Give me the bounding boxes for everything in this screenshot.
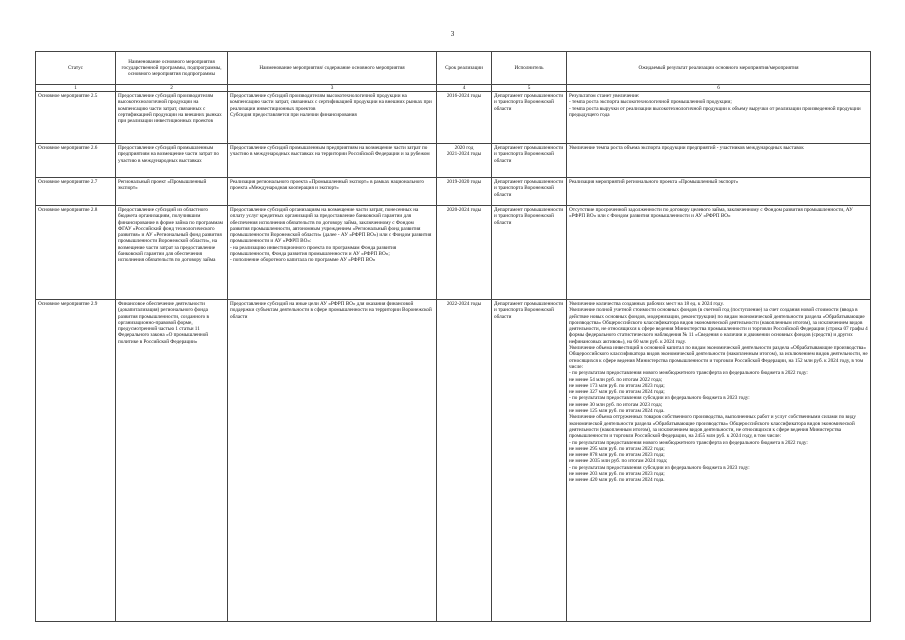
cell-status: Основное мероприятие 2.7	[36, 178, 116, 206]
column-number: 2	[116, 85, 228, 92]
cell-result-line: - по результатам предоставления субсидии из федерального бюджета в 2023 году:	[569, 464, 750, 471]
cell-term-line: 2020-2024 годы	[446, 207, 482, 213]
column-number: 5	[492, 85, 567, 92]
cell-executor: Департамент промышленности и транспорта Воронежской области	[492, 92, 567, 144]
header-measures: Наименование мероприятия/ содержание основного мероприятия	[228, 52, 437, 85]
header-row	[36, 52, 871, 85]
column-number: 4	[437, 85, 492, 92]
cell-executor: Департамент промышленности и транспорта Воронежской области	[492, 178, 567, 206]
cell-result-line: не менее 295 млн руб. по итогам 2022 года;	[569, 445, 665, 452]
cell-measures-line: Предоставление субсидий производителям высокотехнологичной продукции на компенсацию части затрат, связанных с сертификацией продукции на внешних рынках при реализации инвестиционных проектов	[230, 93, 432, 112]
header-status: Статус	[36, 52, 116, 85]
cell-result-line: - темпа роста выручки от реализации высокотехнологичной продукции к объему выручки от реализации произведенной продукции предыдущего года	[569, 105, 861, 118]
cell-result-line: не менее 420 млн руб. по итогам 2024 года.	[569, 477, 665, 484]
header-executor: Исполнитель	[492, 52, 567, 85]
cell-name: Финансовое обеспечение деятельности (докапитализация) регионального фонда развития промышленности, созданного в организационно-правовой форме, предусмотренной частью 1 статьи 11 Федерального закона «О промышленной политике в Российской Федерации»	[116, 300, 228, 622]
cell-result-line: - по результатам предоставления субсидии из федерального бюджета в 2023 году:	[569, 395, 750, 402]
program-measures-table	[35, 51, 871, 622]
cell-result-line: - по результатам предоставления нового межбюджетного трансферта из федерального бюджета в 2022 году:	[569, 370, 808, 377]
column-number: 6	[567, 85, 871, 92]
table-row	[36, 300, 871, 622]
cell-result	[567, 92, 871, 144]
cell-result-line: Увеличение объема отгруженных товаров собственного производства, выполненных работ и услуг собственными силами по виду экономической деятельности раздела «Обрабатывающие производства» Общероссийского классификатора видов экономической деятельности (накопленным итогом), за исключением видов деятельности, не относящихся к сфере ведения Министерства промышленности и торговли Российской Федерации, на 2455 млн руб. к 2024 году, в том числе:	[569, 414, 856, 440]
cell-measures	[228, 92, 437, 144]
cell-result-line: не менее 878 млн руб. по итогам 2023 года;	[569, 452, 665, 459]
cell-status: Основное мероприятие 2.8	[36, 206, 116, 300]
cell-result-line: - по результатам предоставления нового межбюджетного трансферта из федерального бюджета в 2022 году:	[569, 439, 808, 446]
cell-measures-line: Субсидия предоставляется при наличии финансирования	[230, 111, 357, 118]
cell-name: Предоставление субсидий из областного бюджета организациям, получившим финансирование в форме займа по программам ФГАУ «Российский фонд технологического развития» и АУ «Региональный фонд развития промышленности Воронежской области», на возмещение части затрат за предоставление банковской гарантии для обеспечения исполнения обязательств по договору займа	[116, 206, 228, 300]
cell-result	[567, 206, 871, 300]
cell-measures-line: - пополнение оборотного капитала по программе АУ «РФРП ВО»	[230, 257, 376, 264]
cell-name: Региональный проект «Промышленный экспорт»	[116, 178, 228, 206]
cell-term-line: 2020 год	[454, 145, 474, 151]
cell-term-line: 2016-2024 годы	[446, 93, 482, 99]
column-number-row	[36, 85, 871, 92]
cell-result-line: Реализация мероприятий регионального проекта «Промышленный экспорт»	[569, 179, 739, 185]
cell-status: Основное мероприятие 2.9	[36, 300, 116, 622]
cell-measures	[228, 206, 437, 300]
cell-measures	[228, 178, 437, 206]
cell-result-line: не менее 125 млн руб. по итогам 2024 года.	[569, 408, 665, 415]
cell-measures-line: Реализация регионального проекта «Промышленный экспорт» в рамках национального проекта «Международная кооперация и экспорт»	[230, 179, 424, 192]
table-row	[36, 206, 871, 300]
cell-measures-line: - на реализацию инвестиционного проекта по программам Фонда развития промышленности, Фонда развития промышленности и АУ «РФРП ВО»;	[230, 244, 397, 258]
cell-executor: Департамент промышленности и транспорта Воронежской области	[492, 206, 567, 300]
page-number: 3	[450, 30, 455, 38]
cell-measures-line: Предоставление субсидий на иные цели АУ «РФРП ВО» для оказания финансовой поддержки субъектам деятельности в сфере промышленности на территории Воронежской области	[230, 301, 432, 320]
cell-result	[567, 144, 871, 178]
table-row	[36, 144, 871, 178]
header-result: Ожидаемый результат реализации основного мероприятия/мероприятия	[567, 52, 871, 85]
cell-status: Основное мероприятие 2.6	[36, 144, 116, 178]
cell-result	[567, 300, 871, 622]
cell-result-line: Результатом станет увеличение:	[569, 93, 640, 99]
cell-term-line: 2022-2024 годы	[446, 301, 482, 307]
cell-term	[437, 300, 492, 622]
cell-result-line: не менее 173 млн руб. по итогам 2023 года;	[569, 382, 665, 389]
cell-result-line: не менее 203 млн руб. по итогам 2023 года;	[569, 471, 665, 478]
cell-result-line: не менее 2035 млн руб. по итогам 2024 года;	[569, 458, 668, 465]
cell-term-line: 2021-2024 годы	[446, 151, 482, 158]
header-term: Срок реализации	[437, 52, 492, 85]
cell-result-line: не менее 327 млн руб. по итогам 2024 года;	[569, 389, 665, 396]
cell-status: Основное мероприятие 2.5	[36, 92, 116, 144]
header-name: Наименование основного мероприятия государственной программы, подпрограммы, основного мероприятия подпрограммы	[116, 52, 228, 85]
cell-result-line: - темпа роста экспорта высокотехнологичной промышленной продукции;	[569, 99, 732, 106]
cell-result-line: Увеличение объема инвестиций в основной капитал по видам экономической деятельности раздела «Обрабатывающие производства» Общероссийского классификатора видов экономической деятельности (накопленным итогом), за исключением видов деятельности, не относящихся к сфере ведения Министерства промышленности и торговли Российской Федерации, на 152 млн руб. к 2024 году, в том числе:	[569, 345, 868, 370]
cell-result-line: Увеличение количества созданных рабочих мест на 18 ед. к 2024 году.	[569, 301, 724, 307]
cell-result-line: не менее 54 млн руб. по итогам 2022 года;	[569, 376, 663, 383]
cell-term	[437, 144, 492, 178]
column-number: 1	[36, 85, 116, 92]
cell-measures-line: Предоставление субсидий организациям на возмещение части затрат, понесенных на оплату услуг кредитных организаций за предоставление банковской гарантии для обеспечения исполнения обязательств по договору займа, заключенному с Фондом развития промышленности, автономным учреждением «Региональный фонд развития промышленности Воронежской области» (далее - АУ «РФРП ВО») или с Фондом развития промышленности и АУ «РФРП ВО»:	[230, 207, 432, 245]
cell-name: Предоставление субсидий промышленным предприятиям на возмещение части затрат по участию в международных выставках	[116, 144, 228, 178]
table-row	[36, 92, 871, 144]
cell-executor: Департамент промышленности и транспорта Воронежской области	[492, 144, 567, 178]
cell-result-line: Отсутствие просроченной задолженности по договору целевого займа, заключенному с Фондом развития промышленности, АУ «РФРП ВО» или с Фондом развития промышленности и АУ «РФРП ВО»	[569, 207, 853, 220]
cell-result-line: Увеличение полной учетной стоимости основных фондов (в счетной год (поступление) за счет создания новой стоимости (ввода в действие новых основных фондов, модернизации, реконструкции) по видам экономической деятельности раздела «Обрабатывающие производства» Общероссийского классификатора видов экономической деятельности (накопленным итогом), за исключением видов деятельности, не относящихся к сфере ведения Министерства промышленности и торговли Российской Федерации (строка 07 графы 4 формы федерального статистического наблюдения № 11 «Сведения о наличии и движении основных фондов (средств) и других нефинансовых активов»), на 60 млн руб. к 2024 году.	[569, 307, 868, 345]
cell-result-line: Увеличение темпа роста объема экспорта продукции предприятий - участников международных выставок	[569, 145, 804, 151]
cell-executor: Департамент промышленности и транспорта Воронежской области	[492, 300, 567, 622]
cell-measures-line: Предоставление субсидий промышленным предприятиям на возмещение части затрат по участию в международных выставках на территории Российской Федерации и за рубежом	[230, 145, 430, 158]
cell-result	[567, 178, 871, 206]
cell-term	[437, 92, 492, 144]
cell-measures	[228, 300, 437, 622]
cell-term	[437, 206, 492, 300]
cell-result-line: не менее 30 млн руб. по итогам 2023 года;	[569, 401, 663, 408]
cell-name: Предоставление субсидий производителям высокотехнологичной продукции на компенсацию части затрат, связанных с сертификацией продукции на внешних рынках при реализации инвестиционных проектов	[116, 92, 228, 144]
cell-term	[437, 178, 492, 206]
cell-measures	[228, 144, 437, 178]
column-number: 3	[228, 85, 437, 92]
table-row	[36, 178, 871, 206]
cell-term-line: 2019-2020 годы	[446, 179, 482, 185]
